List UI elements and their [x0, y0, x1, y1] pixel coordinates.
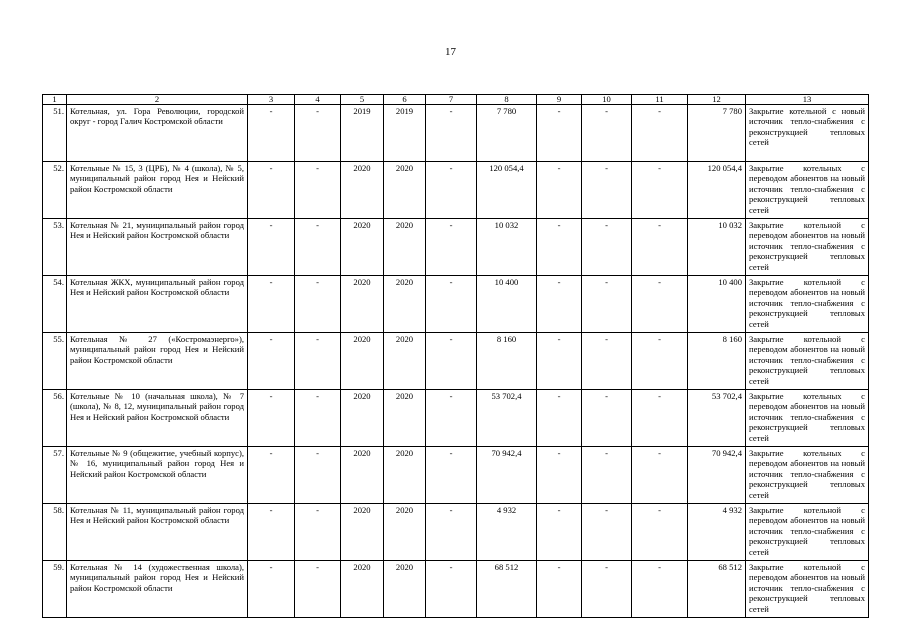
column-header: 13: [746, 95, 869, 105]
cell-col3: -: [248, 390, 295, 447]
cell-col10: -: [582, 276, 632, 333]
cell-col4: -: [295, 561, 341, 618]
cell-col7: -: [426, 276, 477, 333]
cell-col4: -: [295, 390, 341, 447]
cell-col7: -: [426, 162, 477, 219]
row-number: 52.: [43, 162, 67, 219]
end-year: 2020: [384, 333, 426, 390]
row-number: 58.: [43, 504, 67, 561]
cell-col7: -: [426, 333, 477, 390]
end-year: 2020: [384, 219, 426, 276]
measure-note: Закрытие котельных с переводом абонентов на новый источник тепло-снабжения с реконструкцией тепловых сетей: [746, 162, 869, 219]
cell-col11: -: [632, 561, 688, 618]
column-header: 9: [537, 95, 582, 105]
facility-name: Котельная № 14 (художественная школа), муниципальный район город Нея и Нейский район Костромской области: [67, 561, 248, 618]
cell-col10: -: [582, 447, 632, 504]
end-year: 2020: [384, 390, 426, 447]
cell-col9: -: [537, 561, 582, 618]
cost-col12: 10 032: [688, 219, 746, 276]
cost-total: 7 780: [477, 105, 537, 162]
cell-col3: -: [248, 276, 295, 333]
start-year: 2020: [341, 276, 384, 333]
cell-col4: -: [295, 504, 341, 561]
cell-col4: -: [295, 447, 341, 504]
cell-col4: -: [295, 333, 341, 390]
cell-col10: -: [582, 390, 632, 447]
measure-note: Закрытие котельной с переводом абонентов на новый источник тепло-снабжения с реконструкцией тепловых сетей: [746, 561, 869, 618]
cell-col10: -: [582, 561, 632, 618]
cell-col9: -: [537, 276, 582, 333]
cost-col12: 8 160: [688, 333, 746, 390]
cell-col3: -: [248, 447, 295, 504]
cell-col9: -: [537, 219, 582, 276]
cost-total: 10 032: [477, 219, 537, 276]
measure-note: Закрытие котельных с переводом абонентов на новый источник тепло-снабжения с реконструкцией тепловых сетей: [746, 390, 869, 447]
measure-note: Закрытие котельной с переводом абонентов на новый источник тепло-снабжения с реконструкцией тепловых сетей: [746, 504, 869, 561]
end-year: 2020: [384, 276, 426, 333]
start-year: 2020: [341, 504, 384, 561]
table-row: [43, 504, 869, 561]
cell-col3: -: [248, 561, 295, 618]
start-year: 2020: [341, 162, 384, 219]
start-year: 2020: [341, 390, 384, 447]
facility-name: Котельная № 21, муниципальный район город Нея и Нейский район Костромской области: [67, 219, 248, 276]
measure-note: Закрытие котельной с переводом абонентов на новый источник тепло-снабжения с реконструкцией тепловых сетей: [746, 219, 869, 276]
row-number: 53.: [43, 219, 67, 276]
column-header: 11: [632, 95, 688, 105]
column-header: 2: [67, 95, 248, 105]
cost-total: 70 942,4: [477, 447, 537, 504]
row-number: 56.: [43, 390, 67, 447]
column-header: 10: [582, 95, 632, 105]
start-year: 2019: [341, 105, 384, 162]
cost-col12: 68 512: [688, 561, 746, 618]
measure-note: Закрытие котельной с переводом абонентов на новый источник тепло-снабжения с реконструкцией тепловых сетей: [746, 276, 869, 333]
facilities-table: [42, 94, 869, 618]
cost-col12: 7 780: [688, 105, 746, 162]
end-year: 2019: [384, 105, 426, 162]
cost-total: 10 400: [477, 276, 537, 333]
cell-col9: -: [537, 162, 582, 219]
column-header: 6: [384, 95, 426, 105]
cost-col12: 70 942,4: [688, 447, 746, 504]
row-number: 59.: [43, 561, 67, 618]
column-header: 4: [295, 95, 341, 105]
row-number: 55.: [43, 333, 67, 390]
cell-col3: -: [248, 333, 295, 390]
start-year: 2020: [341, 561, 384, 618]
cell-col10: -: [582, 504, 632, 561]
cell-col4: -: [295, 105, 341, 162]
cell-col7: -: [426, 219, 477, 276]
table-row: [43, 162, 869, 219]
cell-col7: -: [426, 390, 477, 447]
row-number: 54.: [43, 276, 67, 333]
table-row: [43, 219, 869, 276]
table-row: [43, 447, 869, 504]
cost-col12: 120 054,4: [688, 162, 746, 219]
row-number: 51.: [43, 105, 67, 162]
cell-col4: -: [295, 219, 341, 276]
facility-name: Котельные № 9 (общежитие, учебный корпус), № 16, муниципальный район город Нея и Нейский район Костромской области: [67, 447, 248, 504]
column-header: 8: [477, 95, 537, 105]
cost-total: 4 932: [477, 504, 537, 561]
cell-col10: -: [582, 219, 632, 276]
cost-total: 8 160: [477, 333, 537, 390]
cell-col3: -: [248, 105, 295, 162]
cell-col10: -: [582, 333, 632, 390]
column-header: 3: [248, 95, 295, 105]
cell-col9: -: [537, 333, 582, 390]
cell-col11: -: [632, 333, 688, 390]
end-year: 2020: [384, 162, 426, 219]
measure-note: Закрытие котельной с новый источник тепло-снабжения с реконструкцией тепловых сетей: [746, 105, 869, 162]
column-header: 1: [43, 95, 67, 105]
table-row: [43, 390, 869, 447]
cell-col3: -: [248, 219, 295, 276]
cost-col12: 10 400: [688, 276, 746, 333]
end-year: 2020: [384, 447, 426, 504]
cost-total: 120 054,4: [477, 162, 537, 219]
table-row: [43, 561, 869, 618]
cell-col10: -: [582, 105, 632, 162]
cell-col9: -: [537, 447, 582, 504]
cell-col11: -: [632, 105, 688, 162]
cost-total: 68 512: [477, 561, 537, 618]
end-year: 2020: [384, 504, 426, 561]
row-number: 57.: [43, 447, 67, 504]
column-header: 7: [426, 95, 477, 105]
cost-col12: 4 932: [688, 504, 746, 561]
end-year: 2020: [384, 561, 426, 618]
cell-col9: -: [537, 105, 582, 162]
cell-col10: -: [582, 162, 632, 219]
cell-col7: -: [426, 504, 477, 561]
cell-col4: -: [295, 162, 341, 219]
cell-col11: -: [632, 219, 688, 276]
cell-col3: -: [248, 504, 295, 561]
cell-col11: -: [632, 504, 688, 561]
measure-note: Закрытие котельных с переводом абонентов на новый источник тепло-снабжения с реконструкцией тепловых сетей: [746, 447, 869, 504]
facility-name: Котельная № 27 («Костромаэнерго»), муниципальный район город Нея и Нейский район Костромской области: [67, 333, 248, 390]
cell-col7: -: [426, 561, 477, 618]
cell-col3: -: [248, 162, 295, 219]
start-year: 2020: [341, 333, 384, 390]
facility-name: Котельная № 11, муниципальный район город Нея и Нейский район Костромской области: [67, 504, 248, 561]
cost-col12: 53 702,4: [688, 390, 746, 447]
table-row: [43, 105, 869, 162]
cell-col11: -: [632, 447, 688, 504]
column-header: 5: [341, 95, 384, 105]
cost-total: 53 702,4: [477, 390, 537, 447]
facility-name: Котельные № 10 (начальная школа), № 7 (школа), № 8, 12, муниципальный район город Нея и Нейский район Костромской области: [67, 390, 248, 447]
cell-col11: -: [632, 276, 688, 333]
measure-note: Закрытие котельной с переводом абонентов на новый источник тепло-снабжения с реконструкцией тепловых сетей: [746, 333, 869, 390]
start-year: 2020: [341, 447, 384, 504]
cell-col7: -: [426, 447, 477, 504]
page-number: 17: [445, 46, 456, 58]
facility-name: Котельная, ул. Гора Революции, городской округ - город Галич Костромской области: [67, 105, 248, 162]
start-year: 2020: [341, 219, 384, 276]
table-row: [43, 333, 869, 390]
cell-col9: -: [537, 390, 582, 447]
column-header: 12: [688, 95, 746, 105]
cell-col4: -: [295, 276, 341, 333]
cell-col11: -: [632, 390, 688, 447]
column-number-row: [43, 95, 869, 105]
cell-col9: -: [537, 504, 582, 561]
cell-col7: -: [426, 105, 477, 162]
facility-name: Котельная ЖКХ, муниципальный район город Нея и Нейский район Костромской области: [67, 276, 248, 333]
table-row: [43, 276, 869, 333]
facility-name: Котельные № 15, 3 (ЦРБ), № 4 (школа), № 5, муниципальный район город Нея и Нейский район Костромской области: [67, 162, 248, 219]
cell-col11: -: [632, 162, 688, 219]
